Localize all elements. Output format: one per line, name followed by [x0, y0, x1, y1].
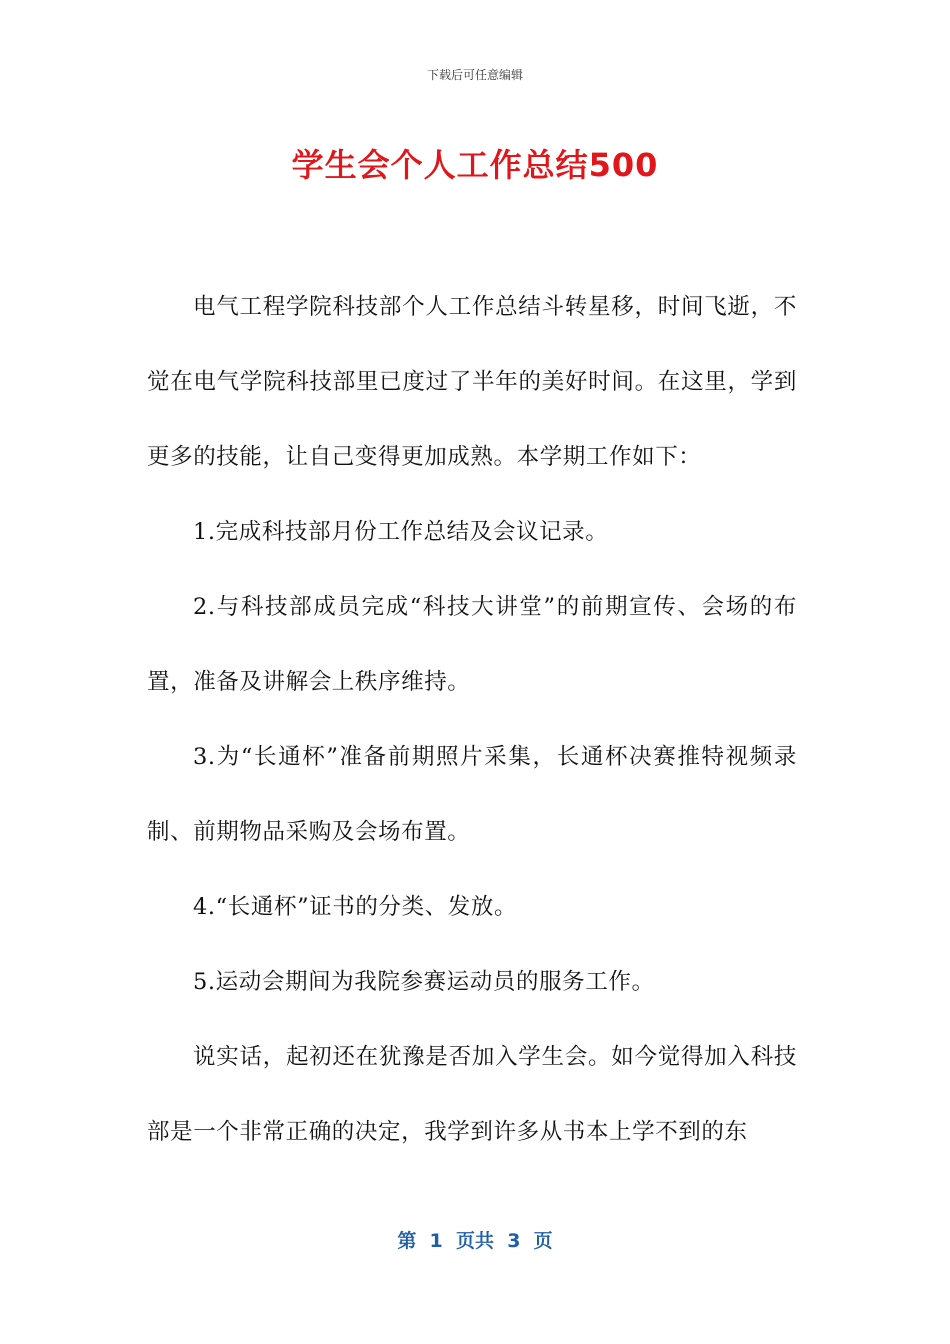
list-item-4: 4.“长通杯”证书的分类、发放。 — [193, 894, 518, 920]
list-item-1: 1.完成科技部月份工作总结及会议记录。 — [193, 519, 609, 545]
paragraph-reflection: 说实话，起初还在犹豫是否加入学生会。如今觉得加入科技部是一个非常正确的决定，我学到许多从书本上学不到的东 — [147, 1044, 797, 1145]
list-item-3: 3.为“长通杯”准备前期照片采集，长通杯决赛推特视频录制、前期物品采购及会场布置。 — [147, 744, 797, 845]
document-body — [147, 270, 797, 1170]
document-title: 学生会个人工作总结500 — [291, 146, 659, 184]
list-item-2: 2.与科技部成员完成“科技大讲堂”的前期宣传、会场的布置，准备及讲解会上秩序维持。 — [147, 594, 797, 695]
list-item-5: 5.运动会期间为我院参赛运动员的服务工作。 — [193, 969, 655, 995]
page-number: 第 1 页共 3 页 — [397, 1230, 553, 1252]
paragraph-intro: 电气工程学院科技部个人工作总结斗转星移，时间飞逝，不觉在电气学院科技部里已度过了半年的美好时间。在这里，学到更多的技能，让自己变得更加成熟。本学期工作如下： — [147, 294, 797, 470]
header-note: 下载后可任意编辑 — [426, 68, 523, 82]
